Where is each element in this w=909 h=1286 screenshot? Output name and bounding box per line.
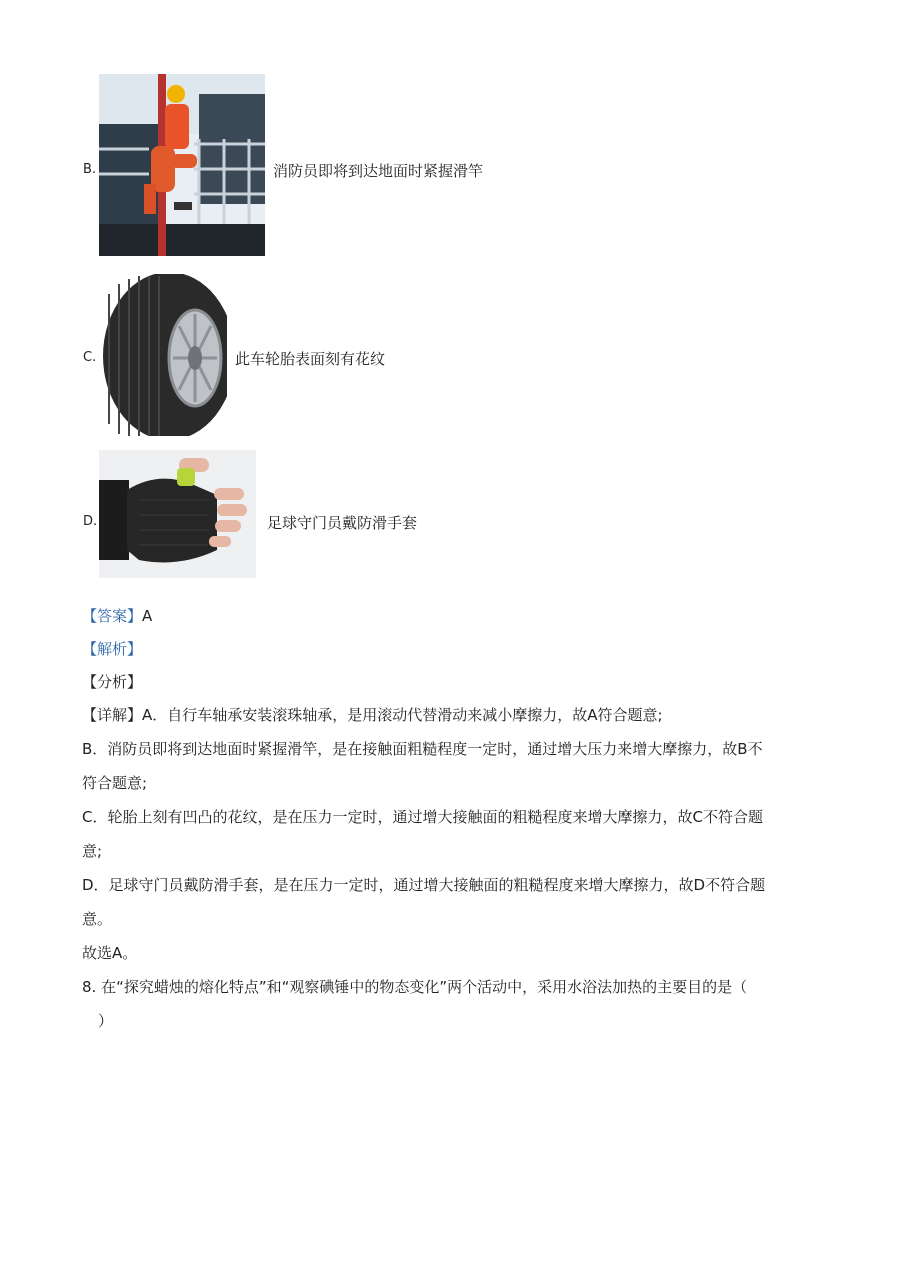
explanation-a [82,704,663,725]
option-d-letter: D. [83,514,98,529]
explanation-c-line2: 意; [82,842,103,860]
option-b-letter: B. [83,162,97,177]
firefighter-image [99,74,265,256]
explanation-b-line2: 符合题意; [82,774,148,792]
explanation-c-line1: C．轮胎上刻有凹凸的花纹，是在压力一定时，通过增大接触面的粗糙程度来增大摩擦力，故C不符合题 [82,808,763,826]
explanation-d-line1: D．足球守门员戴防滑手套，是在压力一定时，通过增大接触面的粗糙程度来增大摩擦力，故D不符合题 [82,876,766,894]
option-d-text: 足球守门员戴防滑手套 [267,514,418,532]
detail-label: 【详解】 [82,706,143,724]
option-b-text: 消防员即将到达地面时紧握滑竿 [273,162,484,180]
glove-image [99,450,256,578]
option-c-letter: C. [83,350,97,365]
analysis-label: 【解析】 [82,640,143,658]
tire-image [99,274,227,436]
answer-label: 【答案】 [82,607,143,625]
explanation-d-line2: 意。 [82,910,113,928]
fenxi-label: 【分析】 [82,673,143,691]
option-c-text: 此车轮胎表面刻有花纹 [235,350,386,368]
explanation-a-text: A．自行车轴承安装滚珠轴承，是用滚动代替滑动来减小摩擦力，故A符合题意; [142,706,663,724]
question-8-line1: 8. 在“探究蜡烛的熔化特点”和“观察碘锤中的物态变化”两个活动中，采用水浴法加热的主要目的是（ [82,978,748,996]
conclusion: 故选A。 [82,944,138,962]
explanation-b-line1: B．消防员即将到达地面时紧握滑竿，是在接触面粗糙程度一定时，通过增大压力来增大摩擦力，故B不 [82,740,763,758]
question-8-line2: ） [98,1012,114,1030]
answer-line [82,605,152,626]
answer-value: A [142,607,153,625]
